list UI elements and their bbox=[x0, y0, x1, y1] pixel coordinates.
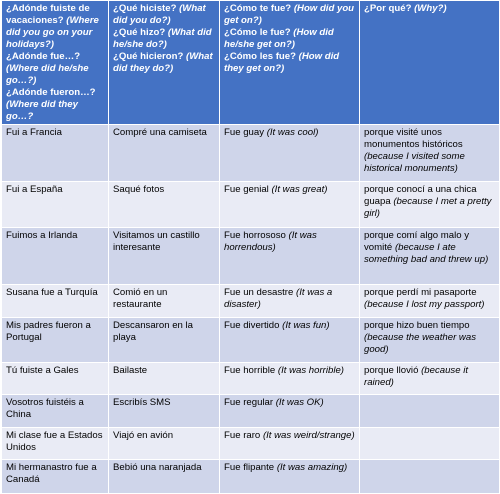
header-question-es: ¿Qué hizo? bbox=[113, 27, 166, 38]
where-text: Mis padres fueron a Portugal bbox=[6, 320, 91, 343]
how-cell bbox=[220, 428, 360, 460]
what-cell bbox=[109, 318, 220, 363]
how-spanish: Fue genial bbox=[224, 184, 269, 195]
what-cell bbox=[109, 395, 220, 428]
how-cell bbox=[220, 460, 360, 494]
header-question-en: (Where did he/she go…?) bbox=[6, 63, 89, 86]
where-cell bbox=[2, 228, 109, 285]
how-spanish: Fue horrible bbox=[224, 365, 276, 376]
why-cell bbox=[360, 460, 500, 494]
header-cell bbox=[109, 1, 220, 125]
header-cell bbox=[360, 1, 500, 125]
where-text: Tú fuiste a Gales bbox=[6, 365, 79, 376]
why-cell bbox=[360, 228, 500, 285]
header-question-en: (What did he/she do?) bbox=[113, 27, 212, 50]
what-cell bbox=[109, 125, 220, 182]
table-row bbox=[2, 363, 500, 395]
table-row bbox=[2, 182, 500, 228]
where-cell bbox=[2, 428, 109, 460]
how-english: (It was weird/strange) bbox=[262, 430, 355, 441]
how-spanish: Fue raro bbox=[224, 430, 261, 441]
table-row bbox=[2, 395, 500, 428]
why-cell bbox=[360, 318, 500, 363]
where-text: Vosotros fuistéis a China bbox=[6, 397, 84, 420]
how-english: (It was horrible) bbox=[277, 365, 344, 376]
what-cell bbox=[109, 363, 220, 395]
why-english: (because the weather was good) bbox=[364, 332, 476, 355]
where-text: Fui a Francia bbox=[6, 127, 62, 138]
how-english: (It was OK) bbox=[275, 397, 324, 408]
header-question-en: (How did you get on?) bbox=[224, 3, 355, 26]
how-cell bbox=[220, 182, 360, 228]
how-spanish: Fue divertido bbox=[224, 320, 280, 331]
header-question-en: (How did they get on?) bbox=[224, 51, 340, 74]
how-spanish: Fue guay bbox=[224, 127, 265, 138]
how-spanish: Fue un desastre bbox=[224, 287, 294, 298]
where-text: Mi hermanastro fue a Canadá bbox=[6, 462, 97, 485]
where-text: Susana fue a Turquía bbox=[6, 287, 98, 298]
what-text: Descansaron en la playa bbox=[113, 320, 193, 343]
header-question-es: ¿Qué hicieron? bbox=[113, 51, 184, 62]
why-english: (because I visited some historical monuments) bbox=[364, 151, 465, 174]
why-cell bbox=[360, 285, 500, 318]
how-cell bbox=[220, 395, 360, 428]
why-english: (because I ate something bad and threw up) bbox=[364, 242, 489, 265]
how-english: (It was a disaster) bbox=[224, 287, 333, 310]
header-question-es: ¿Por qué? bbox=[364, 3, 412, 14]
what-text: Comió en un restaurante bbox=[113, 287, 168, 310]
how-english: (It was fun) bbox=[282, 320, 330, 331]
what-cell bbox=[109, 460, 220, 494]
where-text: Mi clase fue a Estados Unidos bbox=[6, 430, 103, 453]
header-row bbox=[2, 1, 500, 125]
where-cell bbox=[2, 125, 109, 182]
what-cell bbox=[109, 428, 220, 460]
how-cell bbox=[220, 363, 360, 395]
table-row bbox=[2, 228, 500, 285]
how-english: (It was great) bbox=[271, 184, 328, 195]
how-cell bbox=[220, 228, 360, 285]
where-cell bbox=[2, 395, 109, 428]
header-question-es: ¿Adónde fueron…? bbox=[6, 87, 96, 98]
header-question-es: ¿Adónde fuiste de vacaciones? bbox=[6, 3, 90, 26]
header-cell bbox=[220, 1, 360, 125]
header-question-en: (What did they do?) bbox=[113, 51, 213, 74]
why-spanish: porque llovió bbox=[364, 365, 419, 376]
what-cell bbox=[109, 182, 220, 228]
how-spanish: Fue horrososo bbox=[224, 230, 286, 241]
why-cell bbox=[360, 182, 500, 228]
what-text: Saqué fotos bbox=[113, 184, 165, 195]
why-cell bbox=[360, 395, 500, 428]
table-row bbox=[2, 460, 500, 494]
why-spanish: porque visité unos monumentos históricos bbox=[364, 127, 463, 150]
header-question-es: ¿Adónde fue…? bbox=[6, 51, 81, 62]
how-cell bbox=[220, 125, 360, 182]
where-cell bbox=[2, 182, 109, 228]
how-spanish: Fue flipante bbox=[224, 462, 275, 473]
how-cell bbox=[220, 318, 360, 363]
where-cell bbox=[2, 318, 109, 363]
vocab-table bbox=[1, 0, 500, 494]
header-question-es: ¿Cómo te fue? bbox=[224, 3, 292, 14]
why-spanish: porque hizo buen tiempo bbox=[364, 320, 470, 331]
why-english: (because I met a pretty girl) bbox=[364, 196, 492, 219]
why-spanish: porque comí algo malo y vomité bbox=[364, 230, 470, 253]
what-cell bbox=[109, 285, 220, 318]
why-cell bbox=[360, 125, 500, 182]
table-row bbox=[2, 318, 500, 363]
how-english: (It was amazing) bbox=[276, 462, 348, 473]
why-cell bbox=[360, 363, 500, 395]
what-text: Bebió una naranjada bbox=[113, 462, 202, 473]
header-question-es: ¿Cómo le fue? bbox=[224, 27, 291, 38]
where-text: Fuimos a Irlanda bbox=[6, 230, 78, 241]
why-cell bbox=[360, 428, 500, 460]
header-question-en: (Why?) bbox=[414, 3, 447, 14]
what-text: Escribís SMS bbox=[113, 397, 171, 408]
where-cell bbox=[2, 285, 109, 318]
header-question-en: (Where did they go…? bbox=[6, 99, 78, 122]
what-cell bbox=[109, 228, 220, 285]
header-question-en: (Where did you go on your holidays?) bbox=[6, 15, 99, 50]
table-row bbox=[2, 285, 500, 318]
what-text: Bailaste bbox=[113, 365, 148, 376]
table-row bbox=[2, 428, 500, 460]
why-spanish: porque conocí a una chica guapa bbox=[364, 184, 477, 207]
what-text: Viajó en avión bbox=[113, 430, 174, 441]
table-body bbox=[2, 125, 500, 494]
how-english: (It was cool) bbox=[266, 127, 319, 138]
where-cell bbox=[2, 363, 109, 395]
why-english: (because it rained) bbox=[364, 365, 469, 388]
what-text: Visitamos un castillo interesante bbox=[113, 230, 200, 253]
how-cell bbox=[220, 285, 360, 318]
header-question-en: (What did you do?) bbox=[113, 3, 206, 26]
where-text: Fui a España bbox=[6, 184, 63, 195]
where-cell bbox=[2, 460, 109, 494]
header-question-es: ¿Cómo les fue? bbox=[224, 51, 296, 62]
header-cell bbox=[2, 1, 109, 125]
how-english: (It was horrendous) bbox=[224, 230, 317, 253]
header-question-en: (How did he/she get on?) bbox=[224, 27, 334, 50]
what-text: Compré una camiseta bbox=[113, 127, 207, 138]
why-spanish: porque perdí mi pasaporte bbox=[364, 287, 477, 298]
how-spanish: Fue regular bbox=[224, 397, 274, 408]
table-row bbox=[2, 125, 500, 182]
why-english: (because I lost my passport) bbox=[364, 299, 485, 310]
header-question-es: ¿Qué hiciste? bbox=[113, 3, 177, 14]
